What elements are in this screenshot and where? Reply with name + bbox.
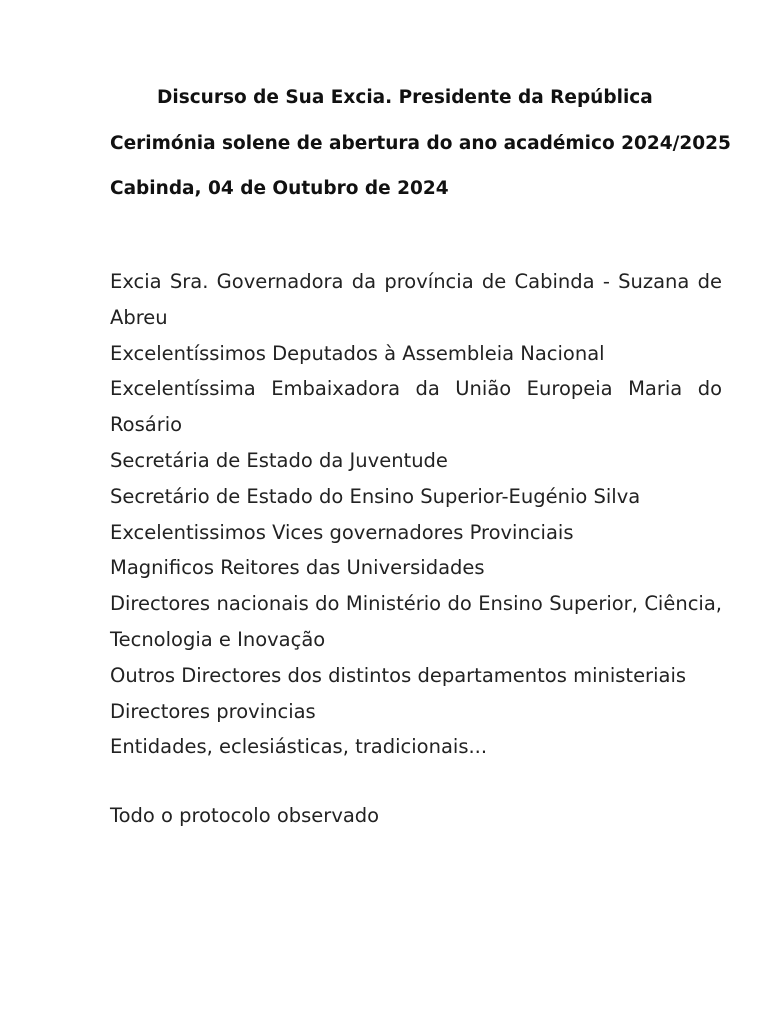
salutation-provincial-directors: Directores provincias: [110, 699, 316, 723]
salutation-national-directors: Directores nacionais do Ministério do Ensino Superior, Ciência, Tecnologia e Inovação: [110, 592, 722, 651]
salutation-entities: Entidades, eclesiásticas, tradicionais...: [110, 735, 488, 759]
salutation-governor: Excia Sra. Governadora da província de Cabinda - Suzana de Abreu: [110, 270, 722, 329]
speech-title: Discurso de Sua Excia. Presidente da República: [157, 87, 653, 108]
salutation-youth-secretary: Secretária de Estado da Juventude: [110, 448, 448, 472]
salutation-other-directors: Outros Directores dos distintos departamentos ministeriais: [110, 663, 687, 687]
salutation-deputies: Excelentíssimos Deputados à Assembleia Nacional: [110, 341, 605, 365]
ceremony-subtitle: Cerimónia solene de abertura do ano académico 2024/2025: [110, 133, 731, 154]
salutation-eu-ambassador: Excelentíssima Embaixadora da União Europeia Maria do Rosário: [110, 377, 722, 437]
salutation-vice-governors: Excelentissimos Vices governadores Provinciais: [110, 520, 574, 544]
closing-line: Todo o protocolo observado: [110, 804, 380, 827]
salutation-list: [110, 264, 722, 765]
salutation-rectors: Magnificos Reitores das Universidades: [110, 556, 485, 580]
salutation-higher-ed-secretary: Secretário de Estado do Ensino Superior-Eugénio Silva: [110, 484, 641, 508]
place-date: Cabinda, 04 de Outubro de 2024: [110, 178, 449, 199]
